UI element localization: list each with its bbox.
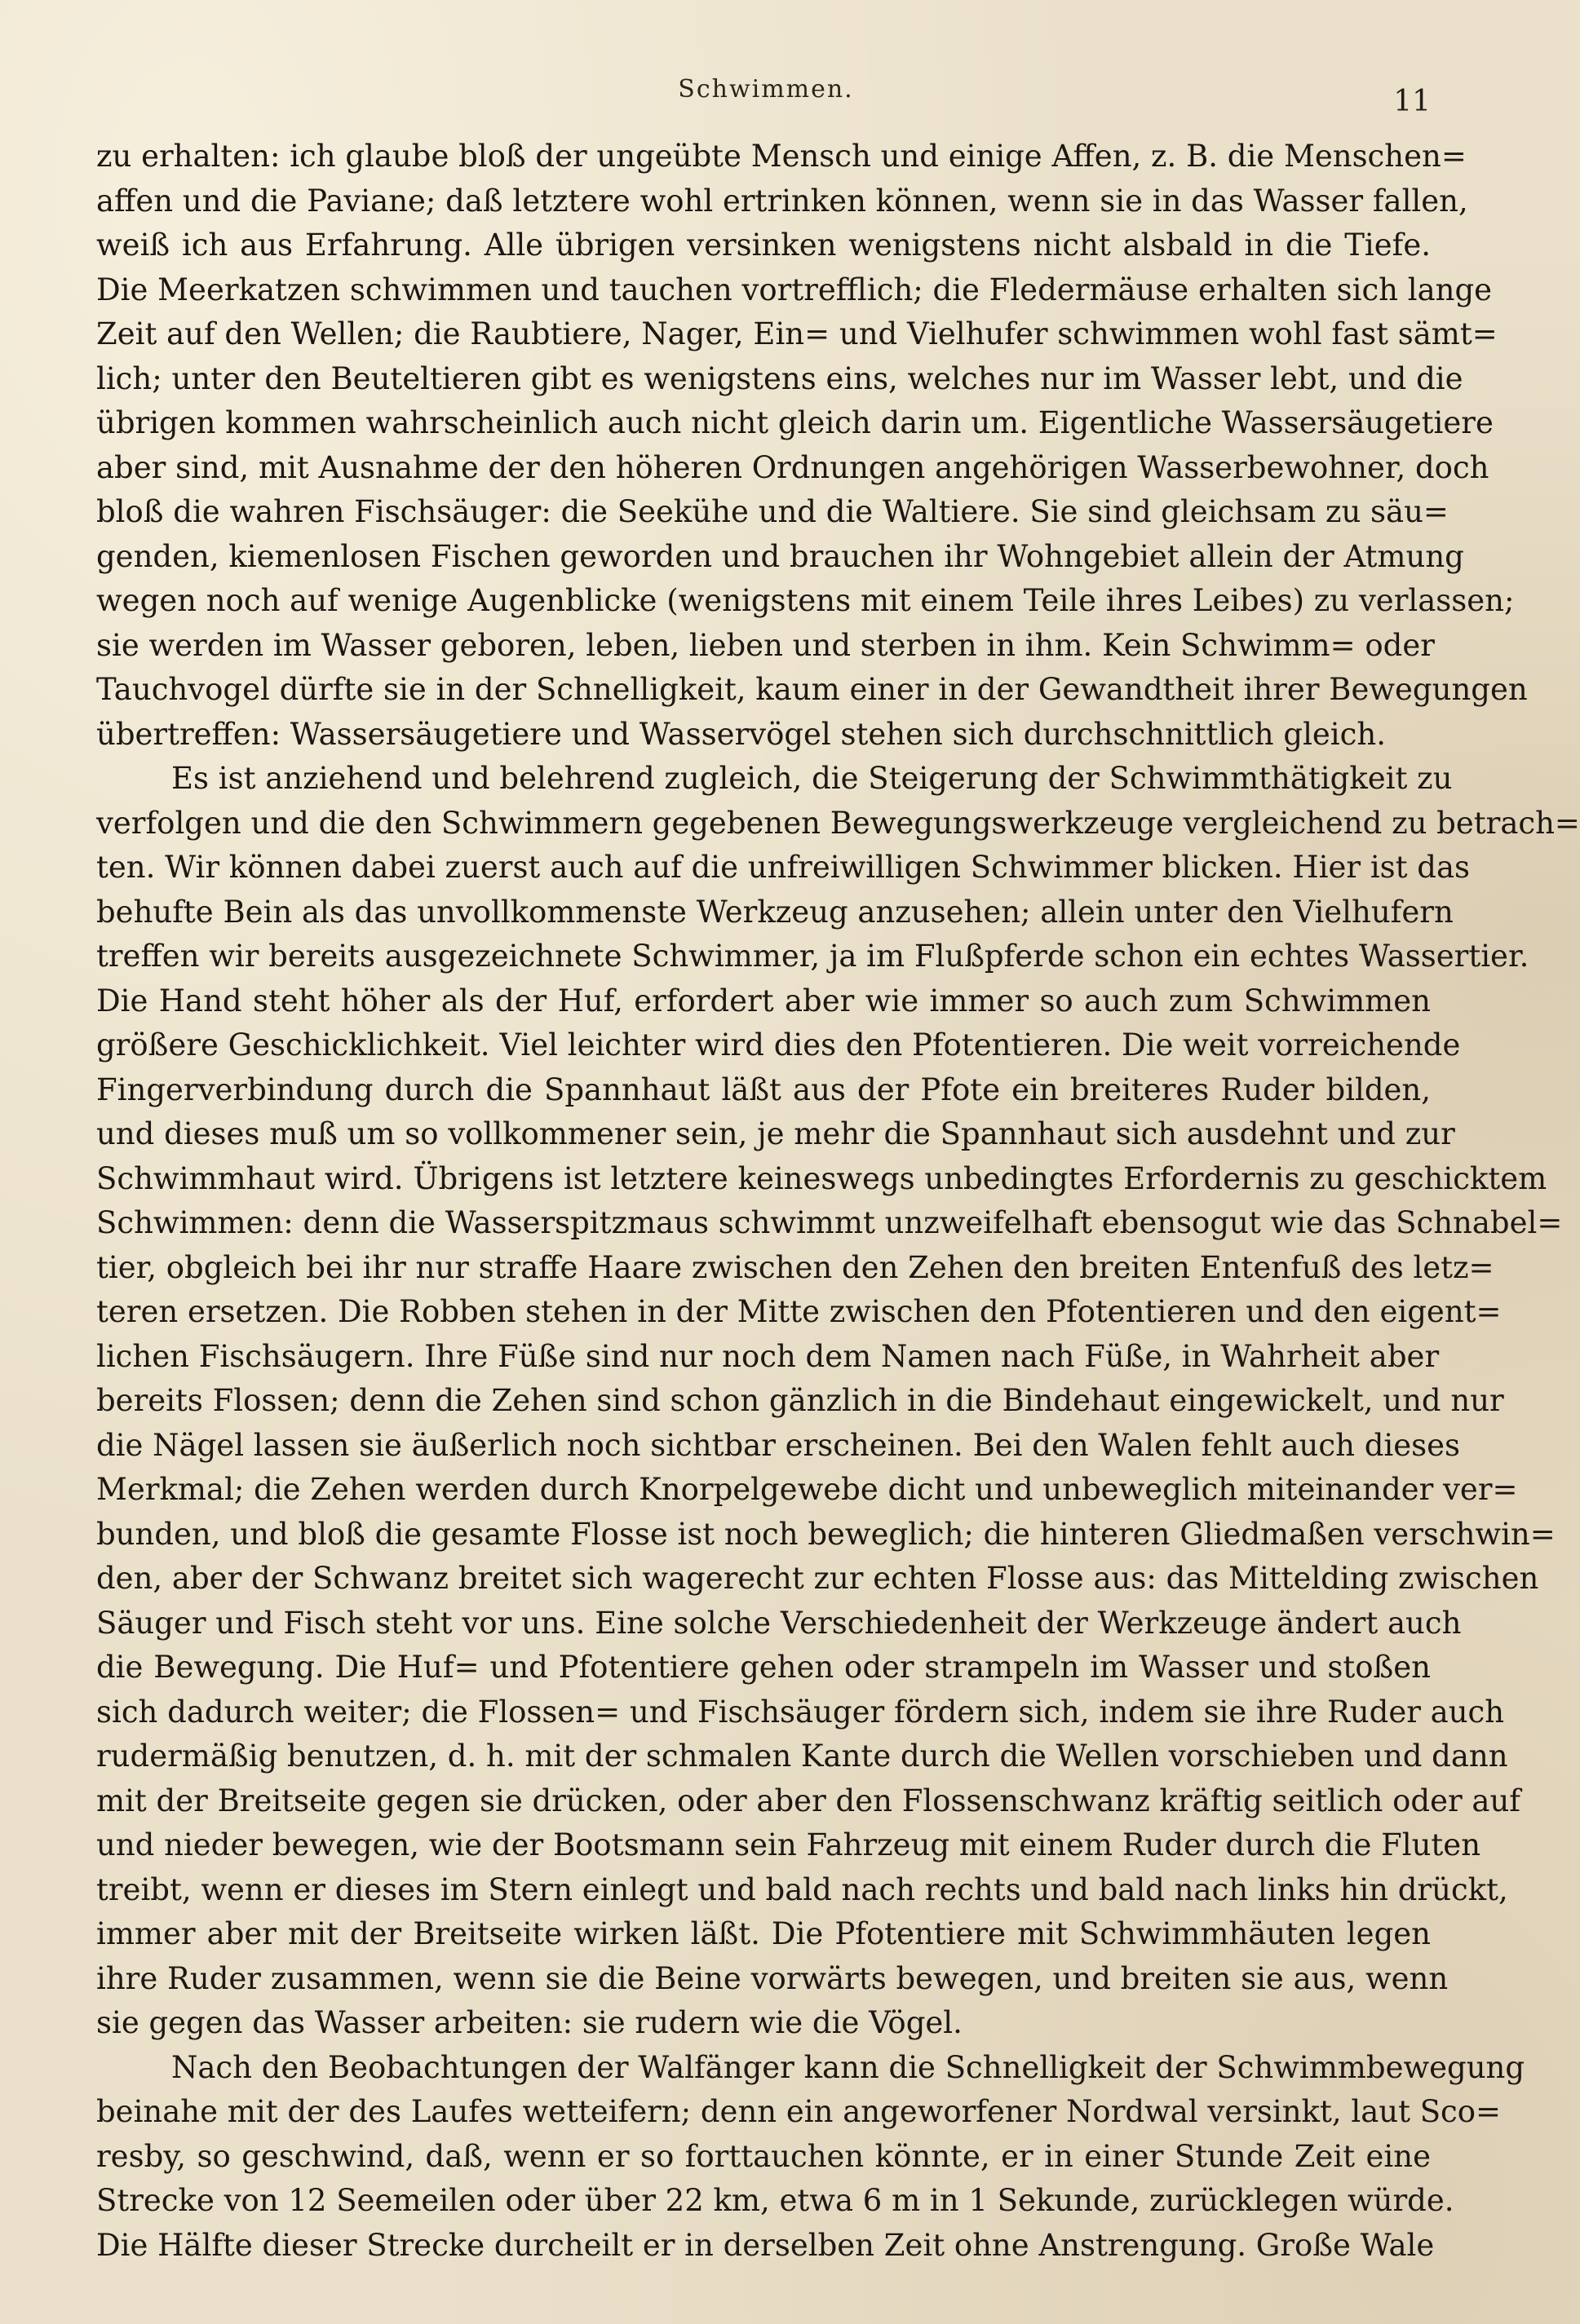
text-line: bunden, und bloß die gesamte Flosse ist noch beweglich; die hinteren Gliedmaßen verschwin= xyxy=(96,1516,1556,1552)
text-line: ten. Wir können dabei zuerst auch auf die unfreiwilligen Schwimmer blicken. Hier ist das xyxy=(96,850,1471,885)
text-line: rudermäßig benutzen, d. h. mit der schmalen Kante durch die Wellen vorschieben und dann xyxy=(96,1739,1508,1774)
text-line: genden, kiemenlosen Fischen geworden und brauchen ihr Wohngebiet allein der Atmung xyxy=(96,538,1464,574)
text-line: größere Geschicklichkeit. Viel leichter wird dies den Pfotentieren. Die weit vorreichende xyxy=(96,1027,1461,1063)
text-line: ihre Ruder zusammen, wenn sie die Beine vorwärts bewegen, und breiten sie aus, wenn xyxy=(96,1960,1449,1996)
text-line: zu erhalten: ich glaube bloß der ungeübte Mensch und einige Affen, z. B. die Menschen= xyxy=(96,139,1467,174)
text-line: sich dadurch weiter; die Flossen= und Fischsäuger fördern sich, indem sie ihre Ruder auch xyxy=(96,1694,1505,1730)
text-line: sie werden im Wasser geboren, leben, lieben und sterben in ihm. Kein Schwimm= oder xyxy=(96,627,1435,663)
text-line: den, aber der Schwanz breitet sich wagerecht zur echten Flosse aus: das Mittelding zwischen xyxy=(96,1561,1539,1596)
text-line: aber sind, mit Ausnahme der den höheren Ordnungen angehörigen Wasserbewohner, doch xyxy=(96,449,1489,485)
text-line: treibt, wenn er dieses im Stern einlegt und bald nach rechts und bald nach links hin drückt, xyxy=(96,1871,1508,1907)
body-text xyxy=(96,135,1580,2268)
text-line: Fingerverbindung durch die Spannhaut läßt aus der Pfote ein breiteres Ruder bilden, xyxy=(96,1071,1431,1107)
paragraph-first-line: Es ist anziehend und belehrend zugleich, die Steigerung der Schwimmthätigkeit zu xyxy=(171,761,1453,796)
text-line: mit der Breitseite gegen sie drücken, oder aber den Flossenschwanz kräftig seitlich oder auf xyxy=(96,1783,1520,1818)
paragraph-end-line: sie gegen das Wasser arbeiten: sie rudern wie die Vögel. xyxy=(96,2005,963,2040)
text-line: Strecke von 12 Seemeilen oder über 22 km, etwa 6 m in 1 Sekunde, zurücklegen würde. xyxy=(96,2183,1454,2218)
text-line: immer aber mit der Breitseite wirken läßt. Die Pfotentiere mit Schwimmhäuten legen xyxy=(96,1916,1431,1951)
paragraph-first-line: Nach den Beobachtungen der Walfänger kann die Schnelligkeit der Schwimmbewegung xyxy=(171,2049,1525,2085)
text-line: treffen wir bereits ausgezeichnete Schwimmer, ja im Flußpferde schon ein echtes Wassertier. xyxy=(96,939,1529,974)
text-line: behufte Bein als das unvollkommenste Werkzeug anzusehen; allein unter den Vielhufern xyxy=(96,894,1454,930)
text-line: resby, so geschwind, daß, wenn er so forttauchen könnte, er in einer Stunde Zeit eine xyxy=(96,2138,1431,2174)
text-line: die Bewegung. Die Huf= und Pfotentiere gehen oder strampeln im Wasser und stoßen xyxy=(96,1650,1431,1685)
text-line: weiß ich aus Erfahrung. Alle übrigen versinken wenigstens nicht alsbald in die Tiefe. xyxy=(96,228,1431,263)
text-line: teren ersetzen. Die Robben stehen in der Mitte zwischen den Pfotentieren und den eigent= xyxy=(96,1294,1502,1329)
text-line: Die Meerkatzen schwimmen und tauchen vortrefflich; die Fledermäuse erhalten sich lange xyxy=(96,272,1493,307)
text-line: affen und die Paviane; daß letztere wohl ertrinken können, wenn sie in das Wasser fallen, xyxy=(96,183,1468,219)
text-line: wegen noch auf wenige Augenblicke (wenigstens mit einem Teile ihres Leibes) zu verlassen; xyxy=(96,583,1515,618)
text-line: Die Hand steht höher als der Huf, erfordert aber wie immer so auch zum Schwimmen xyxy=(96,983,1431,1018)
text-line: bereits Flossen; denn die Zehen sind schon gänzlich in die Bindehaut eingewickelt, und nur xyxy=(96,1383,1504,1418)
page-number: 11 xyxy=(1393,85,1431,118)
text-line: verfolgen und die den Schwimmern gegebenen Bewegungswerkzeuge vergleichend zu betrach= xyxy=(96,805,1580,841)
text-line: Schwimmhaut wird. Übrigens ist letztere keineswegs unbedingtes Erfordernis zu geschicktem xyxy=(96,1160,1547,1196)
text-line: Tauchvogel dürfte sie in der Schnelligkeit, kaum einer in der Gewandtheit ihrer Bewegungen xyxy=(96,672,1528,707)
text-line: tier, obgleich bei ihr nur straffe Haare zwischen den Zehen den breiten Entenfuß des letz= xyxy=(96,1249,1494,1285)
text-line: Schwimmen: denn die Wasserspitzmaus schwimmt unzweifelhaft ebensogut wie das Schnabel= xyxy=(96,1205,1563,1240)
paragraph-end-line: übertreffen: Wassersäugetiere und Wasservögel stehen sich durchschnittlich gleich. xyxy=(96,716,1386,752)
text-line: bloß die wahren Fischsäuger: die Seekühe und die Waltiere. Sie sind gleichsam zu säu= xyxy=(96,494,1449,529)
text-line: beinahe mit der des Laufes wetteifern; denn ein angeworfener Nordwal versinkt, laut Sco= xyxy=(96,2094,1502,2129)
text-line: Zeit auf den Wellen; die Raubtiere, Nager, Ein= und Vielhufer schwimmen wohl fast sämt= xyxy=(96,316,1498,351)
text-line: übrigen kommen wahrscheinlich auch nicht gleich darin um. Eigentliche Wassersäugetiere xyxy=(96,405,1494,440)
text-line: und dieses muß um so vollkommener sein, je mehr die Spannhaut sich ausdehnt und zur xyxy=(96,1116,1455,1151)
text-line: Die Hälfte dieser Strecke durcheilt er in derselben Zeit ohne Anstrengung. Große Wale xyxy=(96,2227,1435,2263)
text-line: und nieder bewegen, wie der Bootsmann sein Fahrzeug mit einem Ruder durch die Fluten xyxy=(96,1827,1481,1862)
text-line: die Nägel lassen sie äußerlich noch sichtbar erscheinen. Bei den Walen fehlt auch dieses xyxy=(96,1427,1460,1463)
text-line: Säuger und Fisch steht vor uns. Eine solche Verschiedenheit der Werkzeuge ändert auch xyxy=(96,1605,1462,1641)
text-line: lich; unter den Beuteltieren gibt es wenigstens eins, welches nur im Wasser lebt, und die xyxy=(96,360,1463,396)
text-line: Merkmal; die Zehen werden durch Knorpelgewebe dicht und unbeweglich miteinander ver= xyxy=(96,1472,1518,1507)
running-head: Schwimmen. xyxy=(678,75,854,104)
text-line: lichen Fischsäugern. Ihre Füße sind nur noch dem Namen nach Füße, in Wahrheit aber xyxy=(96,1338,1440,1374)
